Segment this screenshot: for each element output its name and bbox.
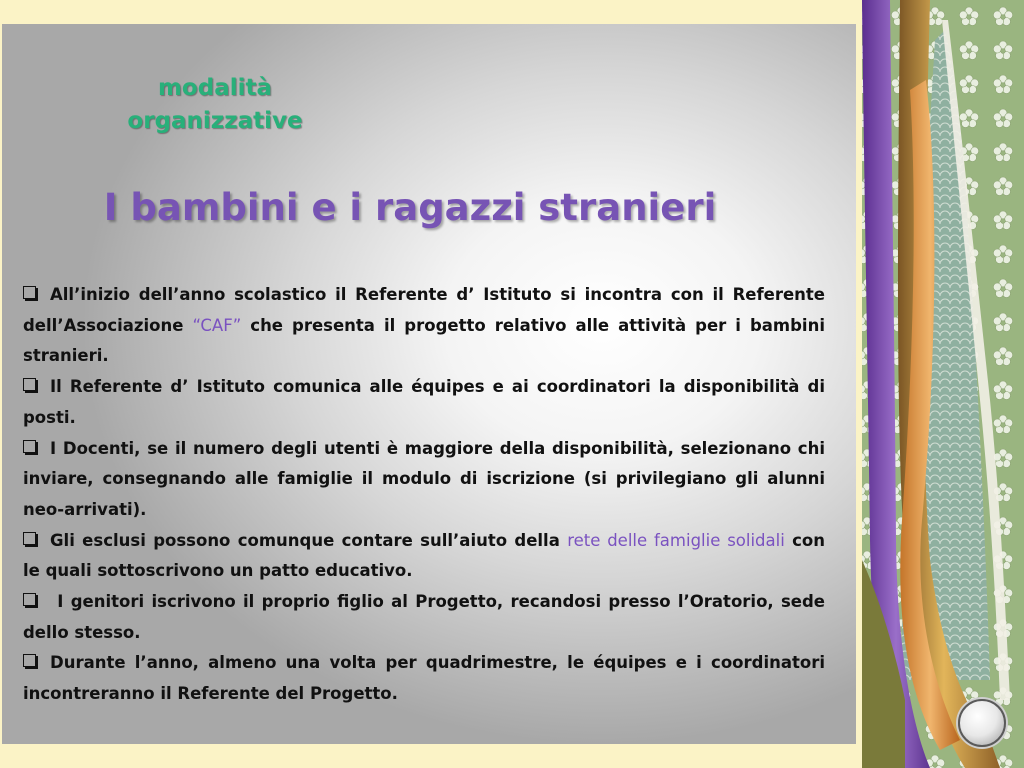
highlight-rete: rete delle famiglie solidali [567, 530, 785, 550]
paragraph-text: Durante l’anno, almeno una volta per quadrimestre, le équipes e i coordinatori incontreranno il Referente del Progetto. [23, 653, 825, 704]
bullet-paragraph [23, 434, 825, 526]
paragraph-text: che presenta il progetto relativo alle attività per i bambini stranieri. [23, 315, 825, 366]
slide-title: I bambini e i ragazzi stranieri [103, 186, 717, 229]
section-heading: modalità organizzative [127, 75, 303, 134]
circle-nav-icon[interactable] [958, 699, 1006, 747]
square-bullet-icon [23, 286, 36, 299]
bullet-paragraph [23, 280, 825, 372]
paragraph-text: All’inizio dell’anno scolastico il Referente d’ Istituto si incontra con il Referente dell’Associazione [23, 285, 825, 335]
paragraph-text: I Docenti, se il numero degli utenti è maggiore della disponibilità, selezionano chi inviare, consegnando alle famiglie il modulo di iscrizione (si privilegiano gli alunni neo-arrivati). [23, 438, 825, 519]
bullet-paragraph [23, 526, 825, 587]
paragraph-text: Il Referente d’ Istituto comunica alle équipes e ai coordinatori la disponibilità di posti. [23, 377, 825, 427]
square-bullet-icon [23, 440, 36, 453]
bullet-paragraph [23, 587, 825, 648]
square-bullet-icon [23, 378, 36, 391]
paragraph-text: con le quali sottoscrivono un patto educativo. [23, 530, 826, 581]
square-bullet-icon [23, 654, 36, 667]
bullet-paragraph [23, 372, 825, 433]
bullet-paragraph [23, 648, 825, 709]
square-bullet-icon [23, 532, 36, 545]
decorative-side-art [856, 0, 1024, 768]
paragraph-text: Gli esclusi possono comunque contare sull’aiuto della [50, 530, 568, 550]
square-bullet-icon [23, 593, 36, 606]
highlight-caf: “CAF” [192, 315, 242, 335]
bullet-list [23, 280, 825, 710]
paragraph-text: I genitori iscrivono il proprio figlio al Progetto, recandosi presso l’Oratorio, sede dello stesso. [23, 592, 825, 642]
